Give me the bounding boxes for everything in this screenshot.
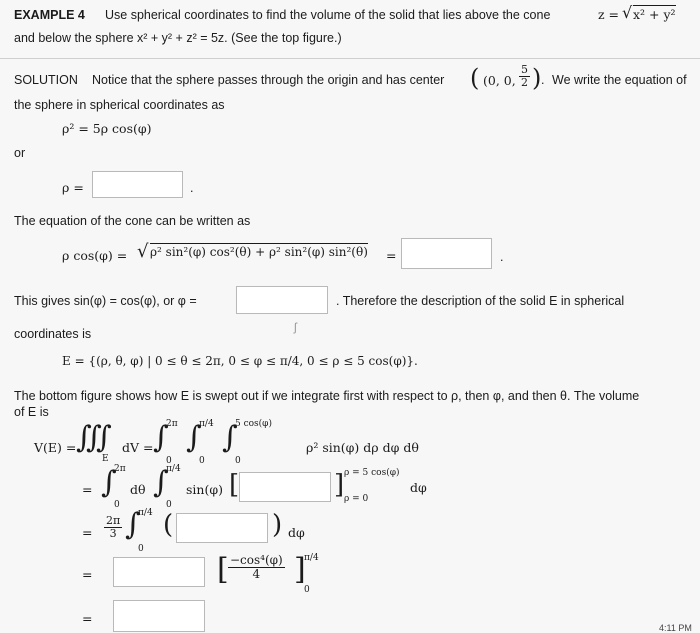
region-subscript: E — [102, 454, 109, 464]
equals: = — [386, 248, 397, 263]
dphi: dφ — [288, 525, 305, 540]
upper-pi4: π/4 — [166, 464, 181, 474]
gives-text3: coordinates is — [14, 327, 92, 341]
two-pi-over-three — [104, 515, 122, 539]
integrand: ρ² sin(φ) dρ dφ dθ — [306, 440, 419, 455]
bottom-line2: of E is — [14, 405, 49, 419]
cone-radicand: ρ² sin²(φ) cos²(θ) + ρ² sin²(φ) sin²(θ) — [150, 245, 368, 259]
cos-den: 4 — [252, 566, 261, 581]
cone-lhs: ρ cos(φ) = — [62, 248, 128, 263]
eval-upper: π/4 — [304, 553, 319, 563]
solution-text1: Notice that the sphere passes through the origin and has center — [92, 73, 445, 87]
upper-pi4: π/4 — [138, 508, 153, 518]
or-text: or — [14, 146, 26, 160]
paren-close: ) — [272, 510, 283, 540]
cone-intro: The equation of the cone can be written as — [14, 214, 251, 228]
integral-icon: ∫ — [125, 507, 141, 542]
eval-lower: ρ = 0 — [344, 494, 369, 504]
solution-label — [14, 73, 78, 87]
integral-icon: ∫ — [153, 420, 169, 455]
center-fraction — [519, 64, 530, 88]
solution-text3: the sphere in spherical coordinates as — [14, 98, 225, 112]
integrand-answer-input[interactable] — [239, 472, 331, 502]
lower-0: 0 — [199, 456, 205, 466]
paren-open: ( — [163, 510, 174, 540]
example-line2: and below the sphere x² + y² + z² = 5z. (See the top figure.) — [14, 31, 342, 45]
equals: = — [82, 482, 93, 497]
center-open: (0, 0, — [483, 73, 516, 88]
divider — [0, 58, 700, 59]
equals: = — [82, 525, 93, 540]
sphere-equation: ρ² = 5ρ cos(φ) — [62, 121, 152, 136]
period: . — [190, 181, 194, 195]
equals: = — [82, 567, 93, 582]
gives-text2: . Therefore the description of the solid E in spherical — [336, 294, 625, 308]
lower-0: 0 — [114, 500, 120, 510]
integral-icon: ∫ — [153, 465, 169, 500]
rho-answer-input[interactable] — [92, 171, 183, 198]
cos-num: −cos⁴(φ) — [230, 553, 283, 567]
inner-answer-input[interactable] — [176, 513, 268, 543]
sqrt-sign: √ — [622, 3, 633, 22]
rho-equals: ρ = — [62, 180, 84, 195]
integral-icon: ∫ — [186, 420, 202, 455]
dtheta: dθ — [130, 482, 146, 497]
solid-set: E = {(ρ, θ, φ) | 0 ≤ θ ≤ 2π, 0 ≤ φ ≤ π/4, 0 ≤ ρ ≤ 5 cos(φ)}. — [62, 354, 418, 368]
example-text: Use spherical coordinates to find the volume of the solid that lies above the cone — [105, 8, 551, 22]
final-answer-input[interactable] — [113, 600, 205, 632]
paren-open: ( — [470, 64, 480, 92]
lower-0: 0 — [166, 500, 172, 510]
upper-2pi: 2π — [114, 464, 126, 474]
lower-0: 0 — [138, 544, 144, 554]
sqrt-sign-2: √ — [137, 241, 149, 262]
center-den: 2 — [521, 75, 528, 89]
bracket-open: [ — [217, 552, 229, 587]
upper-pi4: π/4 — [199, 419, 214, 429]
integral-icon: ∫ — [101, 465, 117, 500]
cone-equation-radicand: x² + y² — [633, 7, 676, 22]
bracket-close: ] — [294, 552, 306, 587]
equals: = — [82, 611, 93, 626]
cone-equation-lhs: z = — [598, 7, 620, 22]
frac-den: 3 — [109, 526, 117, 540]
integral-icon: ∫ — [222, 420, 238, 455]
gives-text1: This gives sin(φ) = cos(φ), or φ = — [14, 294, 197, 308]
frac-num: 2π — [106, 514, 121, 527]
eval-lower: 0 — [304, 585, 310, 595]
clock-fragment: 4:11 PM — [659, 623, 692, 633]
upper-5cos: 5 cos(φ) — [235, 419, 272, 429]
example-label: EXAMPLE 4 — [14, 8, 85, 22]
center-num: 5 — [521, 63, 528, 76]
period: . — [500, 250, 504, 264]
upper-2pi: 2π — [166, 419, 178, 429]
sin-phi: sin(φ) — [186, 482, 223, 497]
lower-0: 0 — [166, 456, 172, 466]
paren-close: ) — [532, 64, 542, 92]
solution-text2: We write the equation of — [552, 73, 687, 87]
triple-integral-icon: ∭ — [76, 420, 112, 455]
lower-0: 0 — [235, 456, 241, 466]
bracket-open: [ — [229, 470, 240, 500]
bracket-close: ] — [334, 470, 345, 500]
volume-lhs: V(E) = — [34, 440, 77, 455]
dv-equals: dV = — [122, 440, 154, 455]
coef-answer-input[interactable] — [113, 557, 205, 587]
solution-label-text: SOLUTION — [14, 73, 78, 87]
bottom-line1: The bottom figure shows how E is swept out if we integrate first with respect to ρ, then φ, and then θ. The volume — [14, 389, 640, 403]
dphi: dφ — [410, 480, 427, 495]
cursor-mark: ʃ — [294, 320, 297, 334]
cone-answer-input[interactable] — [401, 238, 492, 269]
cos-fraction — [228, 554, 285, 580]
phi-answer-input[interactable] — [236, 286, 328, 314]
eval-upper: ρ = 5 cos(φ) — [344, 468, 400, 478]
